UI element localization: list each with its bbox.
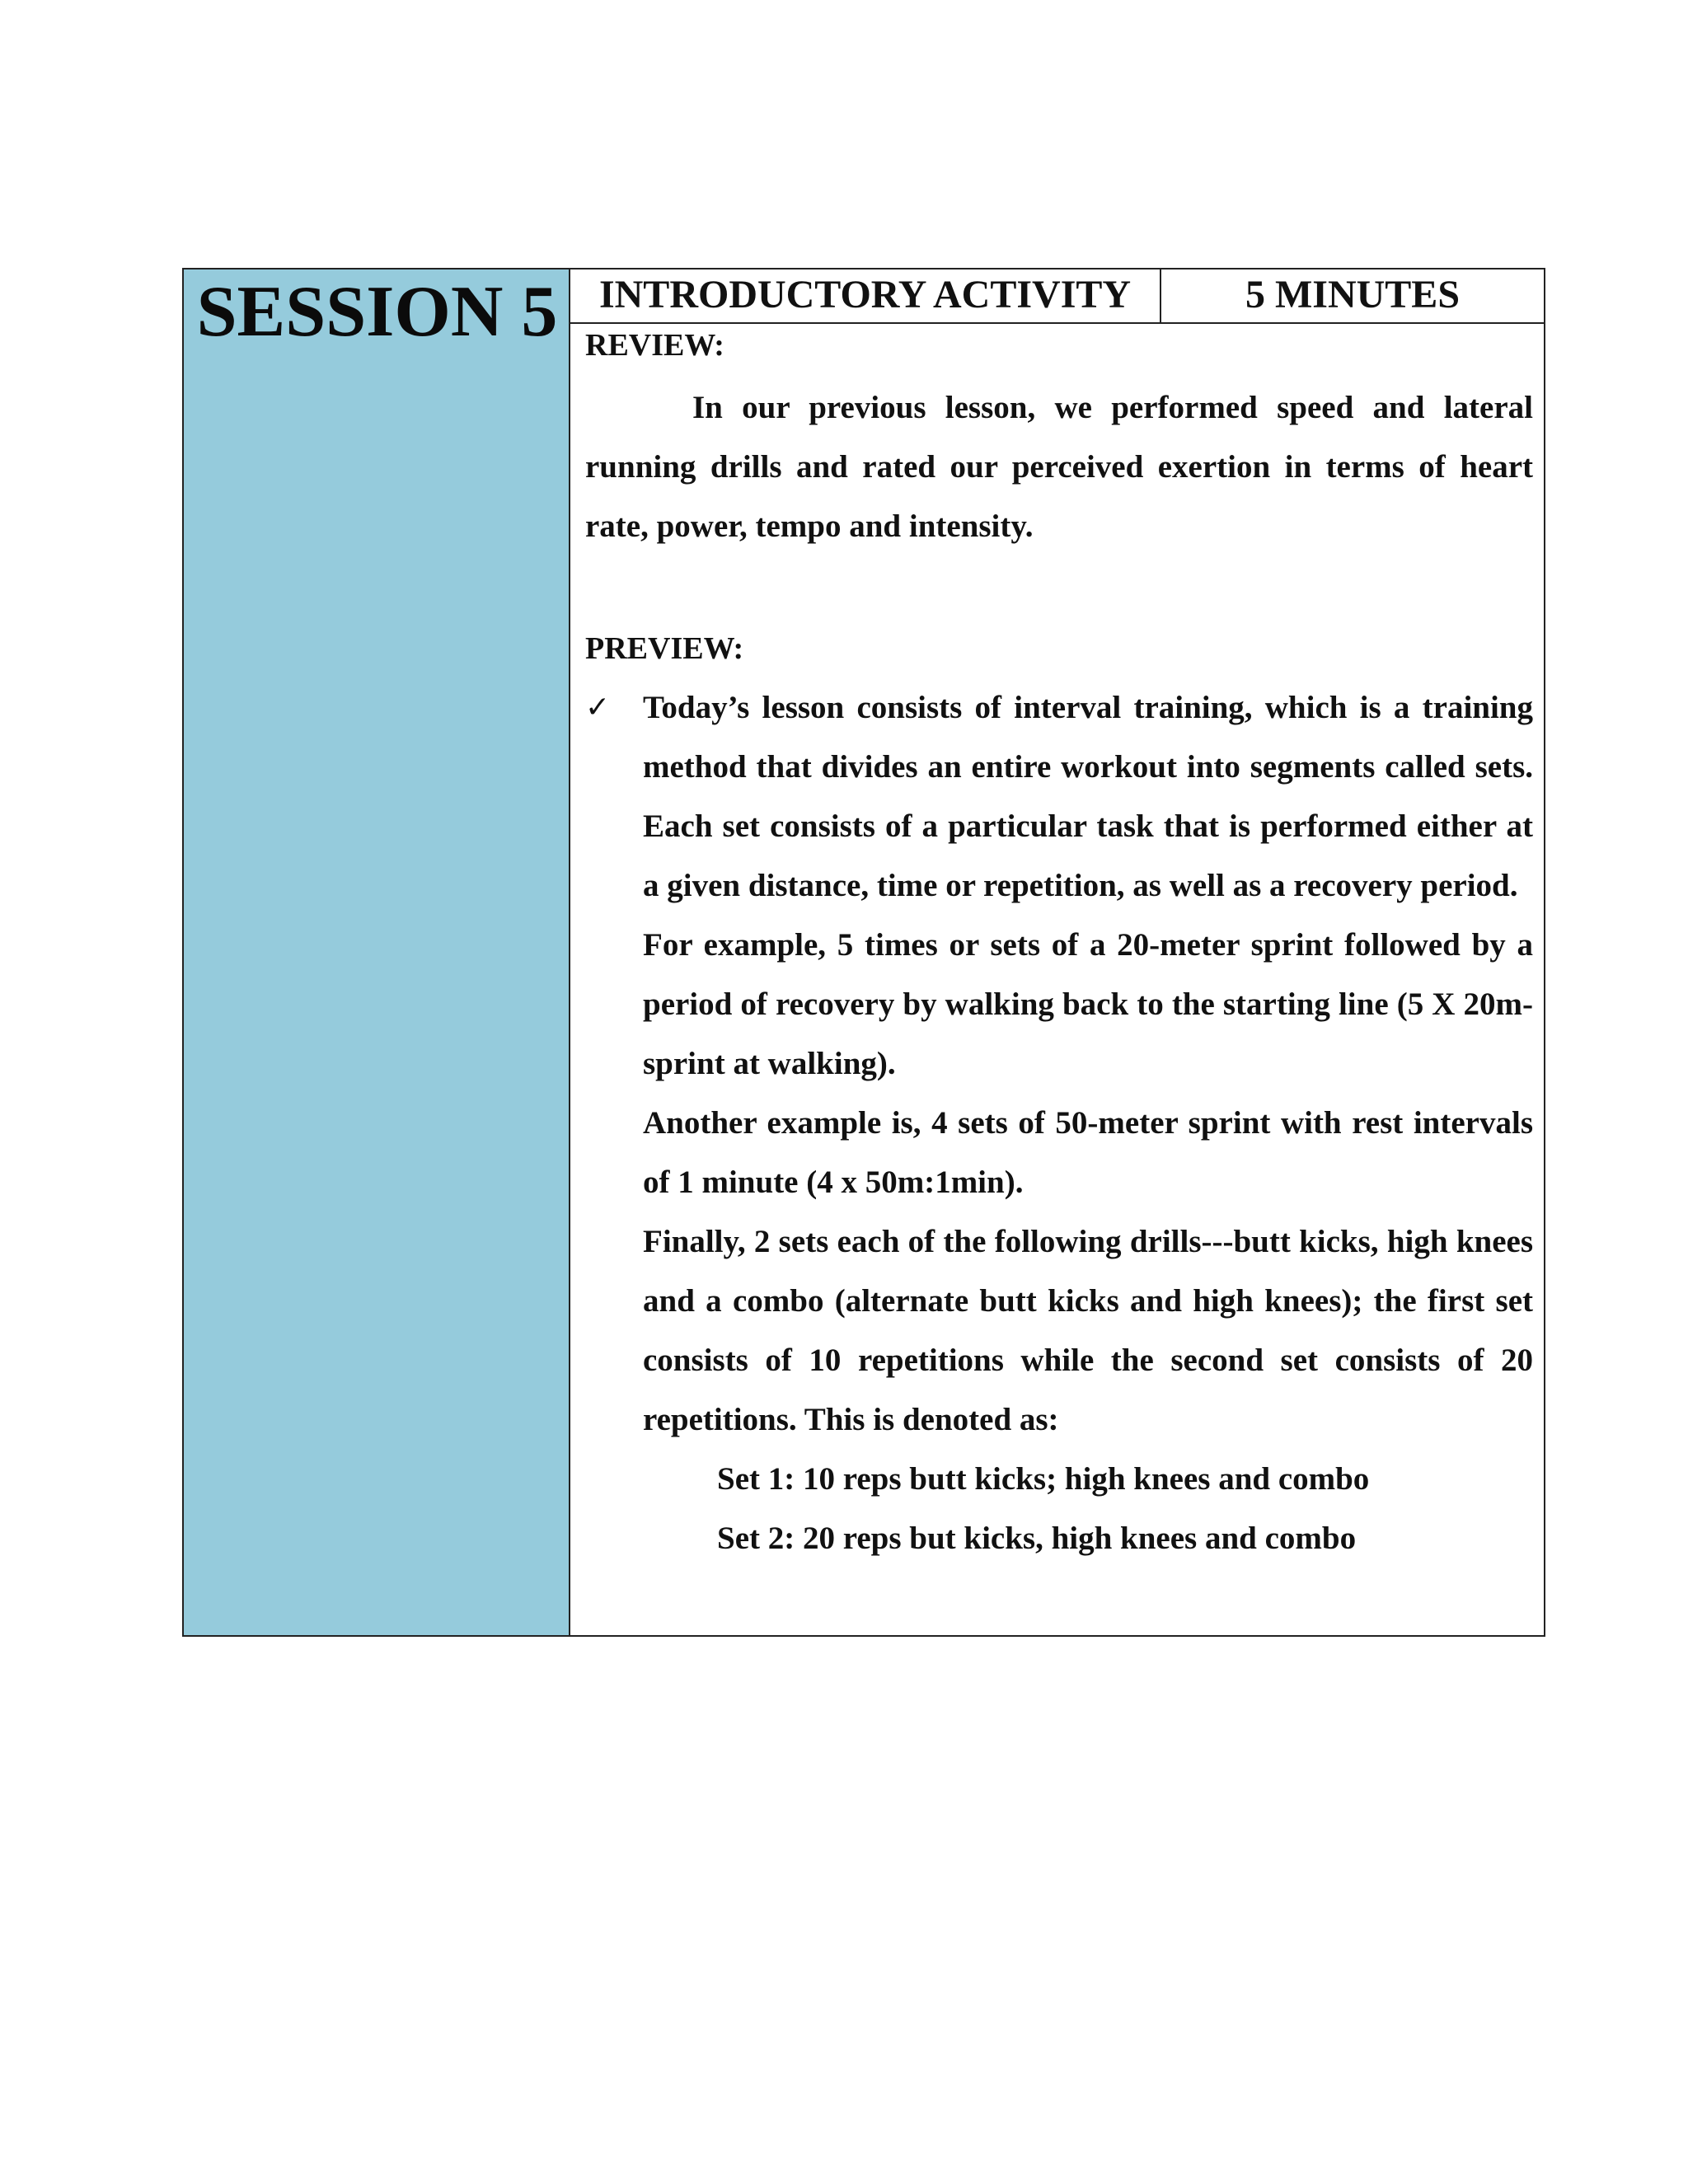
preview-bullet: [585, 678, 1533, 1568]
review-paragraph: In our previous lesson, we performed speed and lateral running drills and rated our perceived exertion in terms of heart rate, power, tempo and intensity.: [585, 390, 1533, 544]
preview-heading: PREVIEW:: [585, 631, 744, 666]
lesson-body: [585, 324, 1533, 1568]
preview-paragraph: For example, 5 times or sets of a 20-meter sprint followed by a period of recovery by walking back to the starting line (5 X 20m-sprint at walking).: [643, 927, 1533, 1081]
lesson-table: [182, 268, 1545, 1637]
activity-label: INTRODUCTORY ACTIVITY: [570, 269, 1161, 322]
review-heading: REVIEW:: [585, 328, 724, 363]
set-line: Set 2: 20 reps but kicks, high knees and combo: [717, 1521, 1357, 1556]
preview-paragraph: Today’s lesson consists of interval training, which is a training method that divides an entire workout into segments called sets. Each set consists of a particular task that is performed either at a given distance, time or repetition, as well as a recovery period.: [643, 690, 1533, 903]
check-mark-icon: ✓: [585, 691, 611, 724]
content-cell: [570, 269, 1544, 1635]
duration-label: 5 MINUTES: [1245, 273, 1461, 316]
preview-paragraph: Finally, 2 sets each of the following drills---butt kicks, high knees and a combo (alternate butt kicks and high knees); the first set consists of 10 repetitions while the second set consists of 20 repetitions. This is denoted as:: [643, 1224, 1533, 1437]
set-line: Set 1: 10 reps butt kicks; high knees and combo: [717, 1461, 1370, 1497]
spacer: [585, 556, 1533, 616]
header-row: [570, 269, 1544, 324]
session-cell: [184, 269, 570, 1635]
session-title: SESSION 5: [196, 272, 558, 352]
preview-paragraph: Another example is, 4 sets of 50-meter sprint with rest intervals of 1 minute (4 x 50m:1min).: [643, 1105, 1533, 1200]
